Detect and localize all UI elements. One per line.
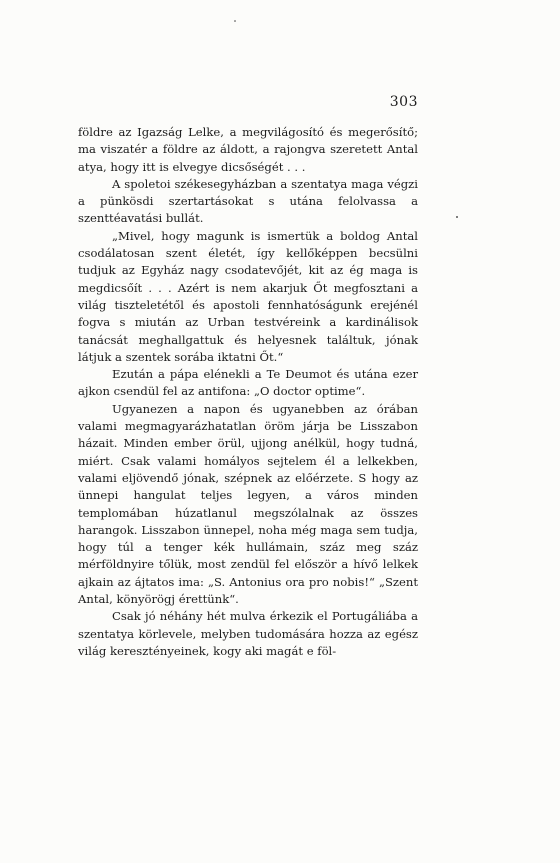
paragraph: földre az Igazság Lelke, a megvilágosító és megerősítő; ma viszatér a földre az áldott, a rajongva szeretett Antal atya, hogy itt is elvegye dicsőségét . . . xyxy=(78,125,418,174)
scan-speck xyxy=(234,20,236,22)
paragraph: Csak jó néhány hét mulva érkezik el Portugáliába a szentatya körlevele, melyben tudomására hozza az egész világ keresztényeinek, kogy aki magát e föl- xyxy=(78,609,418,658)
scan-speck xyxy=(456,216,458,218)
paragraph: A spoletoi székesegyházban a szentatya maga végzi a pünkösdi szertartásokat s utána felolvassa a szenttéavatási bullát. xyxy=(78,176,418,226)
body-text xyxy=(78,124,418,660)
paragraph: Ugyanezen a napon és ugyanebben az órában valami megmagyarázhatatlan öröm járja be Lisszabon házait. Minden ember örül, ujjong anélkül, hogy tudná, miért. Csak valami homályos sejtelem él a lelkekben, valami eljövendő jónak, szépnek az előérzete. S hogy az ünnepi hangulat teljes legyen, a város minden templomában húzatlanul megszólalnak az összes harangok. Lisszabon ünnepel, noha még maga sem tudja, hogy túl a tenger kék hullámain, száz meg száz mérföldnyire tőlük, most zendül fel először a hívő lelkek ajkain az ájtatos ima: „S. Antonius ora pro nobis!“ „Szent Antal, könyörögj érettünk“. xyxy=(78,401,418,607)
paragraph: „Mivel, hogy magunk is ismertük a boldog Antal csodálatosan szent életét, így kellőképpen becsülni tudjuk az Egyház nagy csodatevőjét, kit az ég maga is megdicsőít . . . Azért is nem akarjuk Őt megfosztani a világ tiszteletétől és apostoli fennhatóságunk erejénél fogva s miután az Urban testvéreink a kardinálisok tanácsát meghallgattuk és helyesnek találtuk, jónak látjuk a szentek sorába iktatni Őt.“ xyxy=(78,228,418,364)
paragraph: Ezután a pápa elénekli a Te Deumot és utána ezer ajkon csendül fel az antifona: „O doctor optime“. xyxy=(78,367,418,399)
page-number: 303 xyxy=(389,94,418,110)
